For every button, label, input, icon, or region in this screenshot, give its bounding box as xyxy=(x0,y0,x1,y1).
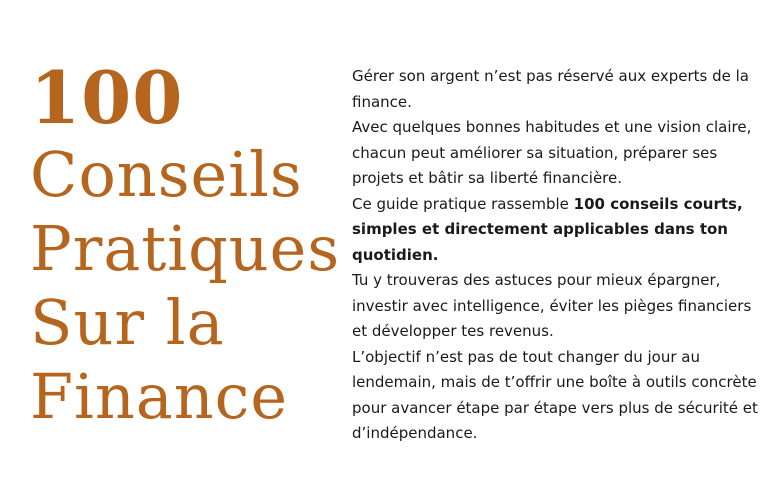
title-line-pratiques: Pratiques xyxy=(30,212,341,285)
paragraph-tips: Tu y trouveras des astuces pour mieux épargner, investir avec intelligence, éviter les pièges financiers et développer tes revenus. xyxy=(352,271,752,340)
paragraph-habits: Avec quelques bonnes habitudes et une vision claire, chacun peut améliorer sa situation, préparer ses projets et bâtir sa liberté financière. xyxy=(352,118,752,187)
title-line-sur-la: Sur la xyxy=(30,286,225,359)
paragraph-intro: Gérer son argent n’est pas réservé aux experts de la finance. xyxy=(352,67,749,111)
title-line-finance: Finance xyxy=(30,360,289,433)
book-title xyxy=(30,55,345,434)
title-line-conseils: Conseils xyxy=(30,138,303,211)
title-number: 100 xyxy=(30,55,184,140)
paragraph-guide-highlight: 100 conseils courts, simples et directement applicables dans ton quotidien. xyxy=(352,194,743,264)
paragraph-guide xyxy=(352,192,760,269)
paragraph-guide-prefix: Ce guide pratique rassemble xyxy=(352,194,574,213)
paragraph-objective: L’objectif n’est pas de tout changer du jour au lendemain, mais de t’offrir une boîte à outils concrète pour avancer étape par étape vers plus de sécurité et d’indépendance. xyxy=(352,347,758,442)
description-text xyxy=(352,64,760,447)
